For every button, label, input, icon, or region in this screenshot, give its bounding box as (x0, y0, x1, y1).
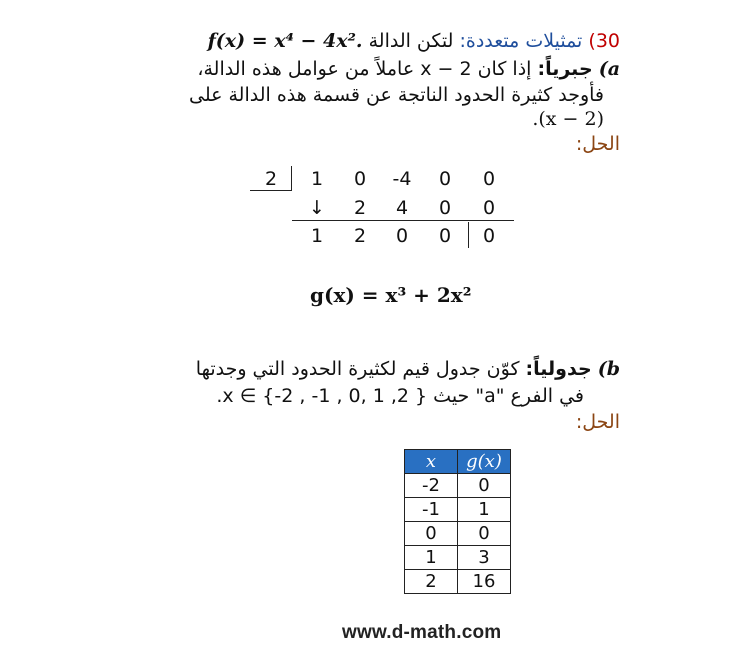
problem-number: 30) (588, 30, 620, 52)
divisor: 2 (264, 168, 278, 190)
part-b-text1: كوّن جدول قيم لكثيرة الحدود التي وجدتها (195, 358, 520, 380)
divisor-bracket-horizontal (250, 190, 292, 191)
row1-cell: 0 (438, 168, 452, 190)
result-function: g(x) = x³ + 2x² (310, 283, 472, 307)
remainder-divider (468, 222, 469, 248)
part-a-line2: فأوجد كثيرة الحدود الناتجة عن قسمة هذه الدالة على (188, 84, 604, 106)
solution-label-a: الحل: (575, 133, 620, 155)
sum-line (292, 220, 514, 221)
row2-cell: 0 (438, 197, 452, 219)
values-table (404, 449, 511, 594)
table-row: 2 16 (405, 570, 511, 594)
function-expression: f(x) = x⁴ − 4x². (207, 30, 363, 52)
part-b-line1 (196, 358, 620, 380)
row2-cell: 2 (353, 197, 367, 219)
table-row: -1 1 (405, 498, 511, 522)
website-watermark: www.d-math.com (342, 622, 502, 643)
row1-cell: 1 (310, 168, 324, 190)
table-row: -2 0 (405, 474, 511, 498)
row3-cell: 1 (310, 225, 324, 247)
row1-cell: -4 (392, 168, 412, 190)
row2-cell: 4 (395, 197, 409, 219)
part-a-letter: a) (598, 58, 620, 80)
part-a-line1 (197, 58, 620, 80)
problem-intro: لتكن الدالة (368, 30, 454, 52)
header-x: x (405, 450, 458, 474)
part-a-label: جبرياً: (537, 58, 593, 80)
row2-cell: 0 (482, 197, 496, 219)
table-row: 0 0 (405, 522, 511, 546)
row3-cell: 0 (438, 225, 452, 247)
part-b-line2: في الفرع "a" حيث { 2, 1 ,0 , 1- , 2-} ∋ x. (216, 385, 584, 407)
problem-title: تمثيلات متعددة: (459, 30, 583, 52)
row1-cell: 0 (482, 168, 496, 190)
part-a-text1: إذا كان x − 2 عاملاً من عوامل هذه الدالة، (197, 58, 532, 80)
synthetic-division (250, 166, 516, 251)
row2-cell: ↓ (309, 197, 325, 219)
row3-cell: 0 (395, 225, 409, 247)
part-b-letter: b) (597, 358, 620, 380)
divisor-bracket-vertical (291, 166, 292, 190)
remainder: 0 (482, 225, 496, 247)
table-header-row (405, 450, 511, 474)
table-row: 1 3 (405, 546, 511, 570)
problem-header (208, 30, 620, 52)
part-b-label: جدولياً: (525, 358, 592, 380)
row1-cell: 0 (353, 168, 367, 190)
solution-label-b: الحل: (575, 411, 620, 433)
part-a-line3: .(x − 2) (532, 108, 604, 130)
header-gx: g(x) (458, 450, 511, 474)
row3-cell: 2 (353, 225, 367, 247)
